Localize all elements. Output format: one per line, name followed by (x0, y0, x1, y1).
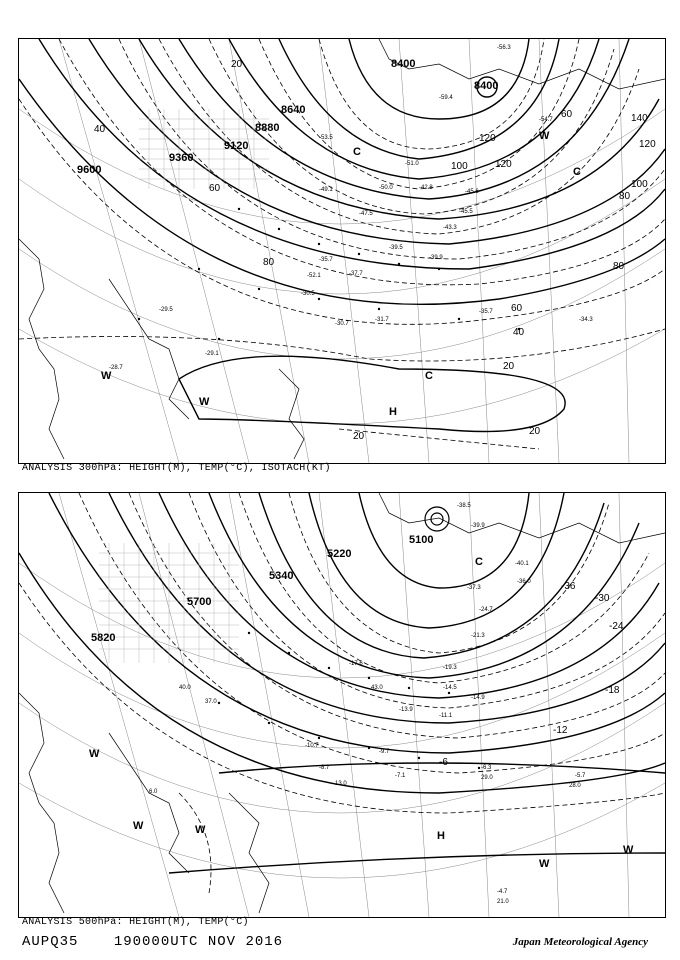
temp-label: -39.9 (429, 255, 443, 261)
chart-timestamp: 190000UTC NOV 2016 (113, 934, 284, 950)
station-value: -5.7 (575, 773, 586, 779)
warm-center-marker: W (199, 396, 210, 408)
isotach-label: 40 (94, 124, 106, 135)
chart-500hpa (18, 492, 666, 918)
cold-center-marker: C (475, 556, 483, 568)
height-label: 8400 (474, 80, 499, 92)
cold-center-marker: C (425, 370, 433, 382)
temp-label: -29.5 (159, 307, 173, 313)
station-value: -17.6 (349, 661, 363, 667)
isotach-labels-300 (94, 59, 656, 442)
station-value: 6.0 (149, 789, 158, 795)
temp-label: -31.7 (375, 317, 389, 323)
temp-label: -35.7 (319, 257, 333, 263)
isotach-label: 80 (263, 257, 275, 268)
temp-label: -28.7 (109, 365, 123, 371)
station-value: 13.0 (335, 781, 347, 787)
isotach-label: 80 (619, 191, 631, 202)
isotach-label: 120 (479, 133, 496, 144)
temp-label: -56.3 (497, 45, 511, 51)
height-label: 5820 (91, 632, 116, 644)
station-value: -39.9 (471, 523, 485, 529)
station-value: -19.3 (443, 665, 457, 671)
station-value: 29.0 (481, 775, 493, 781)
station-value: 40.0 (179, 685, 191, 691)
isotach-label: 60 (511, 303, 523, 314)
temp-label: -30.5 (301, 291, 315, 297)
station-value: -21.3 (471, 633, 485, 639)
temp-label: -49.1 (319, 187, 333, 193)
height-label: 5100 (409, 534, 434, 546)
temp-labels-300 (109, 45, 593, 371)
height-label: 8640 (281, 104, 306, 116)
coastline-300 (19, 39, 665, 459)
cold-center-marker: C (353, 146, 361, 158)
temp-label: -35.7 (479, 309, 493, 315)
height-label: 9120 (224, 140, 249, 152)
station-value: 37.0 (205, 699, 217, 705)
station-value: -38.5 (457, 503, 471, 509)
station-value: -37.3 (467, 585, 481, 591)
station-values-500 (149, 503, 586, 905)
station-value: -7.1 (395, 773, 406, 779)
station-value: -11.1 (439, 713, 453, 719)
station-value: 28.0 (569, 783, 581, 789)
isotach-label: 20 (231, 59, 243, 70)
pressure-centers-500 (89, 556, 634, 870)
height-label: 9600 (77, 164, 102, 176)
isotherms-300 (19, 39, 665, 449)
isotherm-label: -36 (561, 581, 576, 592)
high-pressure-marker: H (389, 406, 397, 418)
temp-label: -39.5 (389, 245, 403, 251)
temp-label: -43.3 (443, 225, 457, 231)
warm-center-marker: W (539, 858, 550, 870)
height-label: 8880 (255, 122, 280, 134)
isotach-label: 120 (495, 159, 512, 170)
isotach-label: 80 (613, 261, 625, 272)
isotherm-label: -30 (595, 593, 610, 604)
warm-center-marker: W (623, 844, 634, 856)
isotach-label: 140 (631, 113, 648, 124)
height-label: 5700 (187, 596, 212, 608)
isotherm-label: -6 (439, 757, 448, 768)
high-pressure-marker: H (437, 830, 445, 842)
station-value: -13.9 (399, 707, 413, 713)
temp-label: -51.0 (405, 161, 419, 167)
isotach-label: 120 (639, 139, 656, 150)
warm-center-marker: W (195, 824, 206, 836)
temp-label: -47.5 (359, 211, 373, 217)
isotach-label: 20 (503, 361, 515, 372)
temp-label: -54.7 (539, 117, 553, 123)
station-value: -10.7 (305, 743, 319, 749)
station-value: 21.0 (497, 899, 509, 905)
warm-center-marker: W (89, 748, 100, 760)
isotach-label: 100 (631, 179, 648, 190)
temp-label: -53.5 (319, 135, 333, 141)
isotherm-label: -12 (553, 725, 568, 736)
temp-label: -30.7 (335, 321, 349, 327)
station-value: -40.1 (515, 561, 529, 567)
isotherm-label: -18 (605, 685, 620, 696)
isotach-label: 40 (513, 327, 525, 338)
caption-300hpa: ANALYSIS 300hPa: HEIGHT(M), TEMP(°C), ISOTACH(KT) (22, 463, 331, 474)
cold-center-marker: C (573, 166, 581, 178)
map-500hpa (19, 493, 665, 917)
station-value: -24.7 (479, 607, 493, 613)
station-value: -36.0 (517, 579, 531, 585)
temp-label: -37.7 (349, 271, 363, 277)
chart-code: AUPQ35 (22, 934, 79, 950)
temp-label: -29.1 (205, 351, 219, 357)
height-label: 5340 (269, 570, 294, 582)
warm-center-marker: W (133, 820, 144, 832)
isotach-label: 20 (529, 426, 541, 437)
isotherm-labels-500 (439, 581, 624, 768)
map-300hpa (19, 39, 665, 463)
height-label: 5220 (327, 548, 352, 560)
isotach-label: 60 (209, 183, 221, 194)
station-value: 43.0 (371, 685, 383, 691)
height-label: 9360 (169, 152, 194, 164)
station-value: -14.9 (471, 695, 485, 701)
height-label: 8400 (391, 58, 416, 70)
temp-label: -45.6 (465, 189, 479, 195)
warm-center-marker: W (101, 370, 112, 382)
temp-label: -45.5 (459, 209, 473, 215)
temp-label: -59.4 (439, 95, 453, 101)
station-value: -9.7 (379, 749, 390, 755)
temp-label: -50.0 (379, 185, 393, 191)
isotach-label: 100 (451, 161, 468, 172)
station-value: -6.3 (481, 765, 492, 771)
station-value: -4.7 (497, 889, 508, 895)
isotach-label: 60 (561, 109, 573, 120)
temp-label: -34.3 (579, 317, 593, 323)
agency-credit: Japan Meteorological Agency (512, 936, 648, 948)
isotherm-label: -24 (609, 621, 624, 632)
temp-label: -42.8 (419, 185, 433, 191)
hatch-300 (139, 109, 269, 189)
chart-header-line (22, 934, 309, 950)
caption-500hpa: ANALYSIS 500hPa: HEIGHT(M), TEMP(°C) (22, 917, 249, 928)
warm-center-marker: W (539, 130, 550, 142)
temp-label: -52.1 (307, 273, 321, 279)
chart-300hpa (18, 38, 666, 464)
isotach-label: 20 (353, 431, 365, 442)
station-value: -14.5 (443, 685, 457, 691)
station-value: -8.7 (319, 765, 330, 771)
